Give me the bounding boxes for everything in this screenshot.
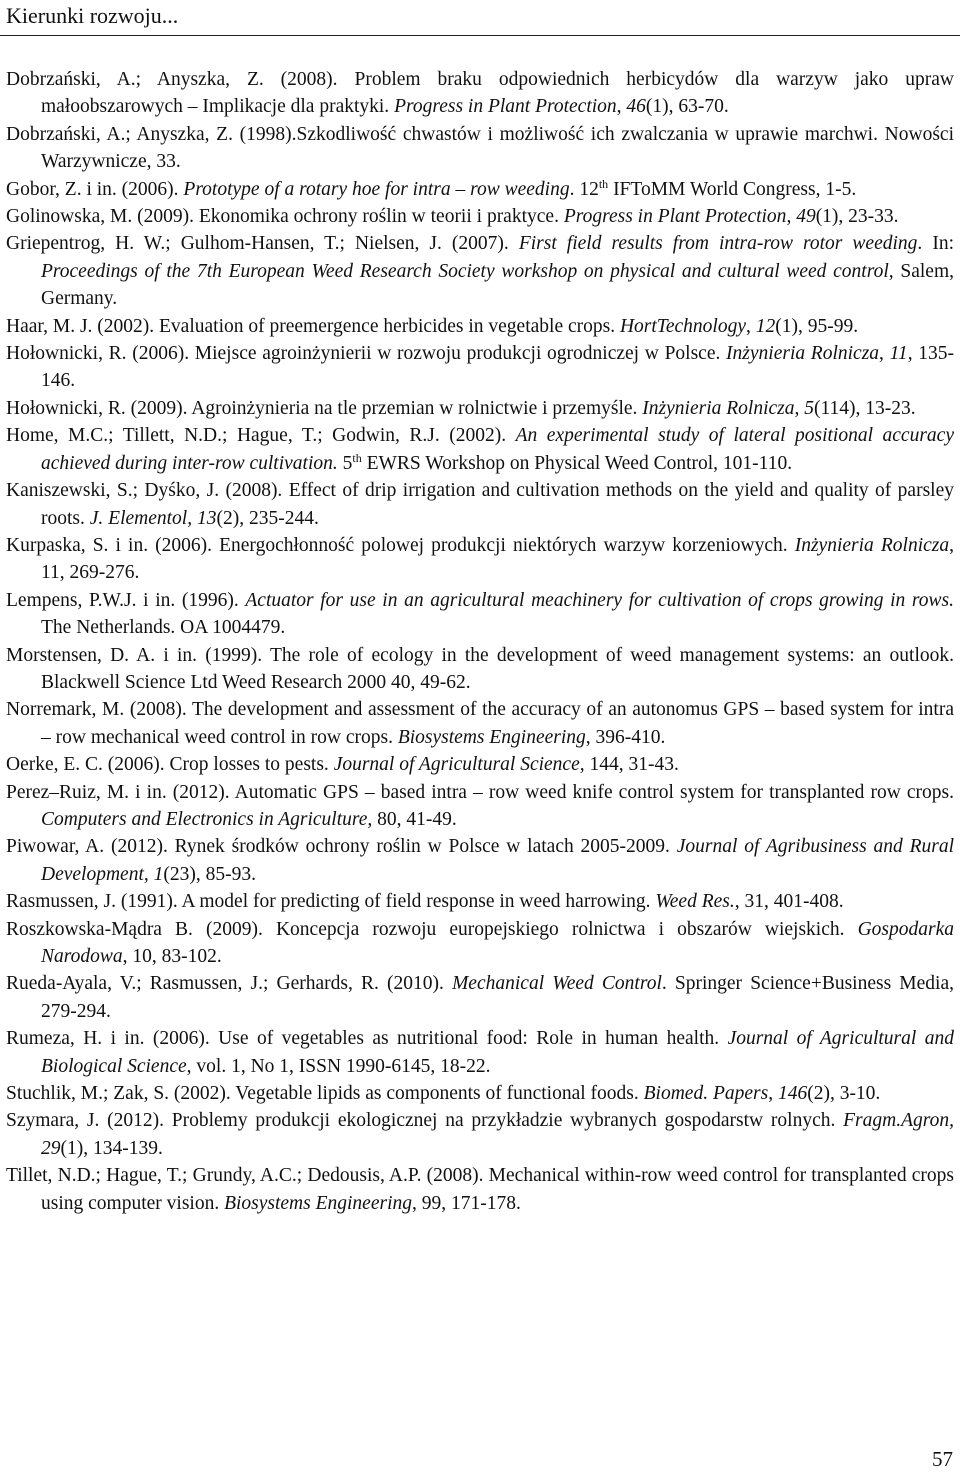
reference-entry [6, 532, 954, 587]
reference-text: Hołownicki, R. (2006). Miejsce agroinżynierii w rozwoju produkcji ogrodniczej w Polsce. [6, 343, 727, 365]
reference-text: Inżynieria Rolnicza [642, 397, 795, 419]
reference-entry [6, 1080, 954, 1107]
reference-list [6, 66, 954, 1217]
reference-text: Griepentrog, H. W.; Gulhom-Hansen, T.; Nielsen, J. (2007). [6, 233, 519, 255]
reference-text: , [879, 343, 890, 365]
reference-text: Inżynieria Rolnicza [726, 343, 880, 365]
reference-entry [6, 696, 954, 751]
reference-text: (1), 95-99. [775, 315, 859, 337]
reference-text: , 11, 269-276. [41, 534, 954, 584]
reference-text: , 396-410. [585, 726, 666, 748]
reference-text: Norremark, M. (2008). The development and assessment of the accuracy of an autonomus GPS – based system for intra – row mechanical weed control in row crops. [6, 699, 954, 748]
reference-text: Biosystems Engineering [397, 726, 586, 748]
reference-entry [6, 642, 954, 697]
reference-text: . 12 [569, 178, 599, 200]
reference-text: Piwowar, A. (2012). Rynek środków ochrony roślin w Polsce w latach 2005-2009. [6, 836, 677, 858]
page-number: 57 [932, 1447, 953, 1471]
reference-superscript: th [598, 176, 609, 191]
reference-entry [6, 203, 954, 230]
reference-text: EWRS Workshop on Physical Weed Control, 101-110. [361, 452, 793, 474]
reference-entry [6, 477, 954, 532]
header-rule [0, 35, 960, 36]
reference-text: J. Elementol, 13 [89, 507, 217, 529]
reference-entry [6, 313, 954, 340]
reference-text: 11 [889, 343, 908, 365]
reference-text: Rueda-Ayala, V.; Rasmussen, J.; Gerhards, R. (2010). [6, 973, 453, 995]
reference-entry [6, 230, 954, 312]
reference-text: (1), 134-139. [60, 1137, 163, 1159]
reference-text: Dobrzański, A.; Anyszka, Z. (1998).Szkodliwość chwastów i możliwość ich zwalczania w uprawie marchwi. Nowości Warzywnicze, 33. [6, 123, 954, 173]
reference-text: Biomed. Papers [643, 1083, 769, 1105]
reference-text: Journal of Agribusiness and Rural Development, 1 [41, 836, 954, 885]
reference-text: Oerke, E. C. (2006). Crop losses to pests. [6, 754, 334, 776]
reference-text: 46 [626, 96, 646, 118]
reference-text: Inżynieria Rolnicza [794, 534, 950, 556]
reference-text: (2), 3-10. [807, 1083, 881, 1105]
reference-text: Golinowska, M. (2009). Ekonomika ochrony roślin w teorii i praktyce. [6, 206, 564, 228]
reference-text: (1), 63-70. [645, 96, 729, 118]
reference-text: HortTechnology [619, 315, 746, 337]
reference-text: Weed Res. [655, 891, 735, 913]
reference-text: 12 [755, 315, 776, 337]
reference-text: Stuchlik, M.; Zak, S. (2002). Vegetable lipids as components of functional foods. [6, 1083, 644, 1105]
reference-entry [6, 587, 954, 642]
reference-entry [6, 1162, 954, 1217]
reference-text: Biosystems Engineering [224, 1192, 413, 1214]
reference-text: , 99, 171-178. [412, 1192, 521, 1214]
reference-text: (23), 85-93. [163, 863, 256, 885]
reference-text: , [616, 96, 627, 118]
reference-text: Salem, Germany. [41, 260, 954, 310]
reference-text: Mechanical Weed Control [452, 973, 662, 995]
reference-text: , [746, 315, 756, 337]
reference-text: Actuator for use in an agricultural meachinery for cultivation of crops growing in rows. [245, 589, 954, 611]
reference-entry [6, 340, 954, 395]
reference-text: Rumeza, H. i in. (2006). Use of vegetables as nutritional food: Role in human health. [6, 1028, 728, 1050]
reference-text: (2), 235-244. [216, 507, 319, 529]
reference-text: Morstensen, D. A. i in. (1999). The role of ecology in the development of weed management systems: an outlook. Blackwell Science Ltd Weed Research 2000 40, 49-62. [6, 644, 954, 693]
reference-text: (1), 23-33. [815, 206, 899, 228]
reference-entry [6, 888, 954, 915]
reference-text: , [786, 206, 797, 228]
reference-text: Tillet, N.D.; Hague, T.; Grundy, A.C.; Dedousis, A.P. (2008). Mechanical within-row weed control for transplanted crops using computer vision. [6, 1165, 954, 1214]
reference-text: Journal of Agricultural Science, [333, 754, 585, 776]
reference-text: Lempens, P.W.J. i in. (1996). [6, 589, 246, 611]
reference-text: 49 [796, 206, 816, 228]
reference-entry [6, 422, 954, 477]
reference-text: First field results from intra-row rotor weeding [518, 233, 918, 255]
reference-text: Perez–Ruiz, M. i in. (2012). Automatic GPS – based intra – row weed knife control system for transplanted row crops. [6, 781, 954, 803]
reference-text: Progress in Plant Protection [563, 206, 787, 228]
reference-text: Rasmussen, J. (1991). A model for predicting of field response in weed harrowing. [6, 891, 656, 913]
reference-text: . In: [917, 233, 954, 255]
reference-text: Gospodarka Narodowa [41, 918, 954, 967]
reference-text: , vol. 1, No 1, ISSN 1990-6145, 18-22. [186, 1055, 491, 1077]
reference-text: 5 [337, 452, 353, 474]
reference-text: Computers and Electronics in Agriculture, [41, 808, 373, 830]
reference-superscript: th [352, 450, 362, 465]
reference-entry [6, 66, 954, 121]
reference-entry [6, 1025, 954, 1080]
reference-text: Prototype of a rotary hoe for intra – row weeding [183, 178, 570, 200]
reference-text: , 10, 83-102. [122, 946, 222, 967]
reference-text: Home, M.C.; Tillett, N.D.; Hague, T.; Godwin, R.J. (2002). [6, 425, 516, 447]
reference-entry [6, 833, 954, 888]
reference-text: Kaniszewski, S.; Dyśko, J. (2008). Effect of drip irrigation and cultivation methods on the yield and quality of parsley roots. [6, 480, 954, 529]
reference-text: Kurpaska, S. i in. (2006). Energochłonność polowej produkcji niektórych warzyw korzeniowych. [6, 534, 795, 556]
reference-entry [6, 395, 954, 422]
reference-text: Progress in Plant Protection [394, 96, 617, 118]
reference-text: Fragm.Agron, 29 [41, 1110, 954, 1159]
reference-text: (114), 13-23. [813, 397, 916, 419]
reference-text: . Springer Science+Business Media, 279-294. [41, 973, 955, 1022]
reference-entry [6, 970, 954, 1025]
reference-text: Szymara, J. (2012). Problemy produkcji ekologicznej na przykładzie wybranych gospodarstw rolnych. [6, 1110, 844, 1132]
running-header: Kierunki rozwoju... [6, 3, 179, 28]
reference-text: , 135-146. [41, 343, 954, 392]
reference-entry [6, 121, 954, 176]
reference-entry [6, 176, 954, 203]
reference-entry [6, 751, 954, 778]
reference-entry [6, 779, 954, 834]
reference-text: IFToMM World Congress, 1-5. [608, 178, 857, 200]
reference-text: Haar, M. J. (2002). Evaluation of preemergence herbicides in vegetable crops. [6, 315, 620, 337]
reference-text: 146 [777, 1083, 808, 1105]
reference-text: Proceedings of the 7th European Weed Research Society workshop on physical and cultural weed control, [41, 260, 894, 282]
reference-text: The Netherlands. OA 1004479. [41, 617, 286, 639]
reference-text: Journal of Agricultural and Biological Science [41, 1028, 954, 1077]
reference-text: , 31, 401-408. [734, 891, 844, 913]
reference-text: Dobrzański, A.; Anyszka, Z. (2008). Problem braku odpowiednich herbicydów dla warzyw jako upraw małoobszarowych – Implikacje dla praktyki. [6, 69, 954, 118]
reference-text: , [768, 1083, 778, 1105]
reference-text: An experimental study of lateral positional accuracy achieved during inter-row cultivation. [41, 425, 954, 474]
reference-text: , [794, 397, 805, 419]
reference-text: 5 [804, 397, 814, 419]
reference-text: 80, 41-49. [372, 808, 457, 830]
reference-entry [6, 916, 954, 971]
reference-text: Roszkowska-Mądra B. (2009). Koncepcja rozwoju europejskiego rolnictwa i obszarów wiejskich. [6, 918, 858, 940]
reference-entry [6, 1107, 954, 1162]
reference-text: Hołownicki, R. (2009). Agroinżynieria na tle przemian w rolnictwie i przemyśle. [6, 397, 643, 419]
reference-text: Gobor, Z. i in. (2006). [6, 178, 184, 200]
reference-text: 144, 31-43. [584, 754, 679, 776]
